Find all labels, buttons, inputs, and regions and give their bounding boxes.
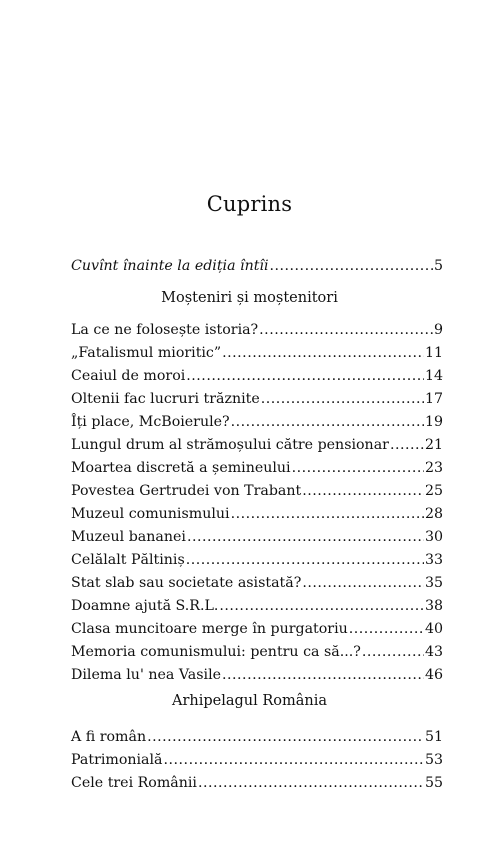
toc-leader-dots	[362, 644, 424, 660]
toc-leader-dots	[349, 621, 424, 637]
toc-entry-page: 25	[424, 483, 443, 499]
toc-entry[interactable]	[71, 322, 443, 345]
toc-entry-page: 9	[433, 322, 443, 338]
toc-entry-page: 38	[424, 598, 443, 614]
toc-entry-page: 28	[424, 506, 443, 522]
toc-leader-dots	[231, 414, 424, 430]
toc-leader-dots	[231, 506, 424, 522]
toc-entry[interactable]	[71, 621, 443, 644]
toc-entry-label: Stat slab sau societate asistată?	[71, 575, 302, 591]
toc-leader-dots	[186, 552, 424, 568]
toc-entry-page: 46	[424, 667, 443, 683]
toc-entry[interactable]	[71, 752, 443, 775]
toc-entry-page: 51	[424, 729, 443, 745]
toc-leader-dots	[261, 391, 424, 407]
toc-entry-page: 11	[424, 345, 443, 361]
toc-intro	[71, 258, 443, 281]
toc-entry-label: Moartea discretă a șemineului	[71, 460, 291, 476]
toc-entry-page: 40	[424, 621, 443, 637]
toc-leader-dots	[302, 575, 424, 591]
toc-entry-page: 43	[424, 644, 443, 660]
toc-leader-dots	[390, 437, 424, 453]
toc-entry-page: 55	[424, 775, 443, 791]
toc-entry[interactable]	[71, 414, 443, 437]
toc-leader-dots	[147, 729, 424, 745]
toc-entry-label: Îți place, McBoierule?	[71, 414, 230, 430]
toc-entry-label: A fi român	[71, 729, 147, 745]
toc-entry[interactable]	[71, 598, 443, 621]
toc-entry[interactable]	[71, 644, 443, 667]
toc-entry-label: Dilema lu' nea Vasile	[71, 667, 222, 683]
toc-leader-dots	[186, 368, 424, 384]
toc-leader-dots	[222, 667, 424, 683]
toc-entry-label: Ceaiul de moroi	[71, 368, 186, 384]
toc-leader-dots	[219, 598, 424, 614]
toc-entry[interactable]	[71, 575, 443, 598]
toc-leader-dots	[198, 775, 424, 791]
toc-leader-dots	[270, 258, 433, 274]
toc-entry-label: Celălalt Păltiniș	[71, 552, 185, 568]
toc-entry-label: Doamne ajută S.R.L.	[71, 598, 219, 614]
toc-entry-label: Oltenii fac lucruri trăznite	[71, 391, 260, 407]
toc-entry-page: 30	[424, 529, 443, 545]
toc-entry[interactable]	[71, 729, 443, 752]
toc-entry[interactable]	[71, 437, 443, 460]
toc-entry-label: Cuvînt înainte la ediția întîi	[71, 258, 269, 274]
toc-leader-dots	[292, 460, 424, 476]
toc-entry[interactable]	[71, 368, 443, 391]
toc-leader-dots	[164, 752, 424, 768]
toc-entry-page: 19	[424, 414, 443, 430]
toc-entry[interactable]	[71, 460, 443, 483]
section-heading: Arhipelagul România	[171, 693, 328, 709]
toc-section-1	[71, 322, 443, 690]
toc-entry[interactable]	[71, 391, 443, 414]
toc-entry-label: Povestea Gertrudei von Trabant	[71, 483, 302, 499]
toc-entry-page: 35	[424, 575, 443, 591]
toc-entry-page: 33	[424, 552, 443, 568]
toc-entry-page: 21	[424, 437, 443, 453]
toc-entry-page: 5	[433, 258, 443, 274]
section-heading: Moșteniri și moștenitori	[161, 290, 338, 306]
toc-entry-page: 23	[424, 460, 443, 476]
toc-entry-label: „Fatalismul mioritic”	[71, 345, 222, 361]
toc-leader-dots	[222, 345, 424, 361]
toc-leader-dots	[302, 483, 424, 499]
toc-entry[interactable]	[71, 506, 443, 529]
toc-leader-dots	[187, 529, 424, 545]
page-title: Cuprins	[206, 192, 293, 216]
toc-entry-page: 14	[424, 368, 443, 384]
toc-entry-label: Lungul drum al strămoșului către pensionar	[71, 437, 389, 453]
toc-entry[interactable]	[71, 552, 443, 575]
toc-entry[interactable]	[71, 483, 443, 506]
toc-entry-page: 17	[424, 391, 443, 407]
toc-entry-label: La ce ne folosește istoria?	[71, 322, 259, 338]
toc-entry-label: Memoria comunismului: pentru ca să...?	[71, 644, 361, 660]
toc-entry-label: Muzeul comunismului	[71, 506, 230, 522]
toc-entry-label: Patrimonială	[71, 752, 163, 768]
toc-entry[interactable]	[71, 775, 443, 798]
toc-entry[interactable]	[71, 667, 443, 690]
toc-entry[interactable]	[71, 345, 443, 368]
toc-entry[interactable]	[71, 258, 443, 281]
toc-entry[interactable]	[71, 529, 443, 552]
toc-section-2	[71, 729, 443, 798]
toc-entry-label: Clasa muncitoare merge în purgatoriu	[71, 621, 348, 637]
toc-entry-label: Muzeul bananei	[71, 529, 186, 545]
toc-leader-dots	[259, 322, 433, 338]
toc-entry-page: 53	[424, 752, 443, 768]
toc-entry-label: Cele trei Românii	[71, 775, 197, 791]
